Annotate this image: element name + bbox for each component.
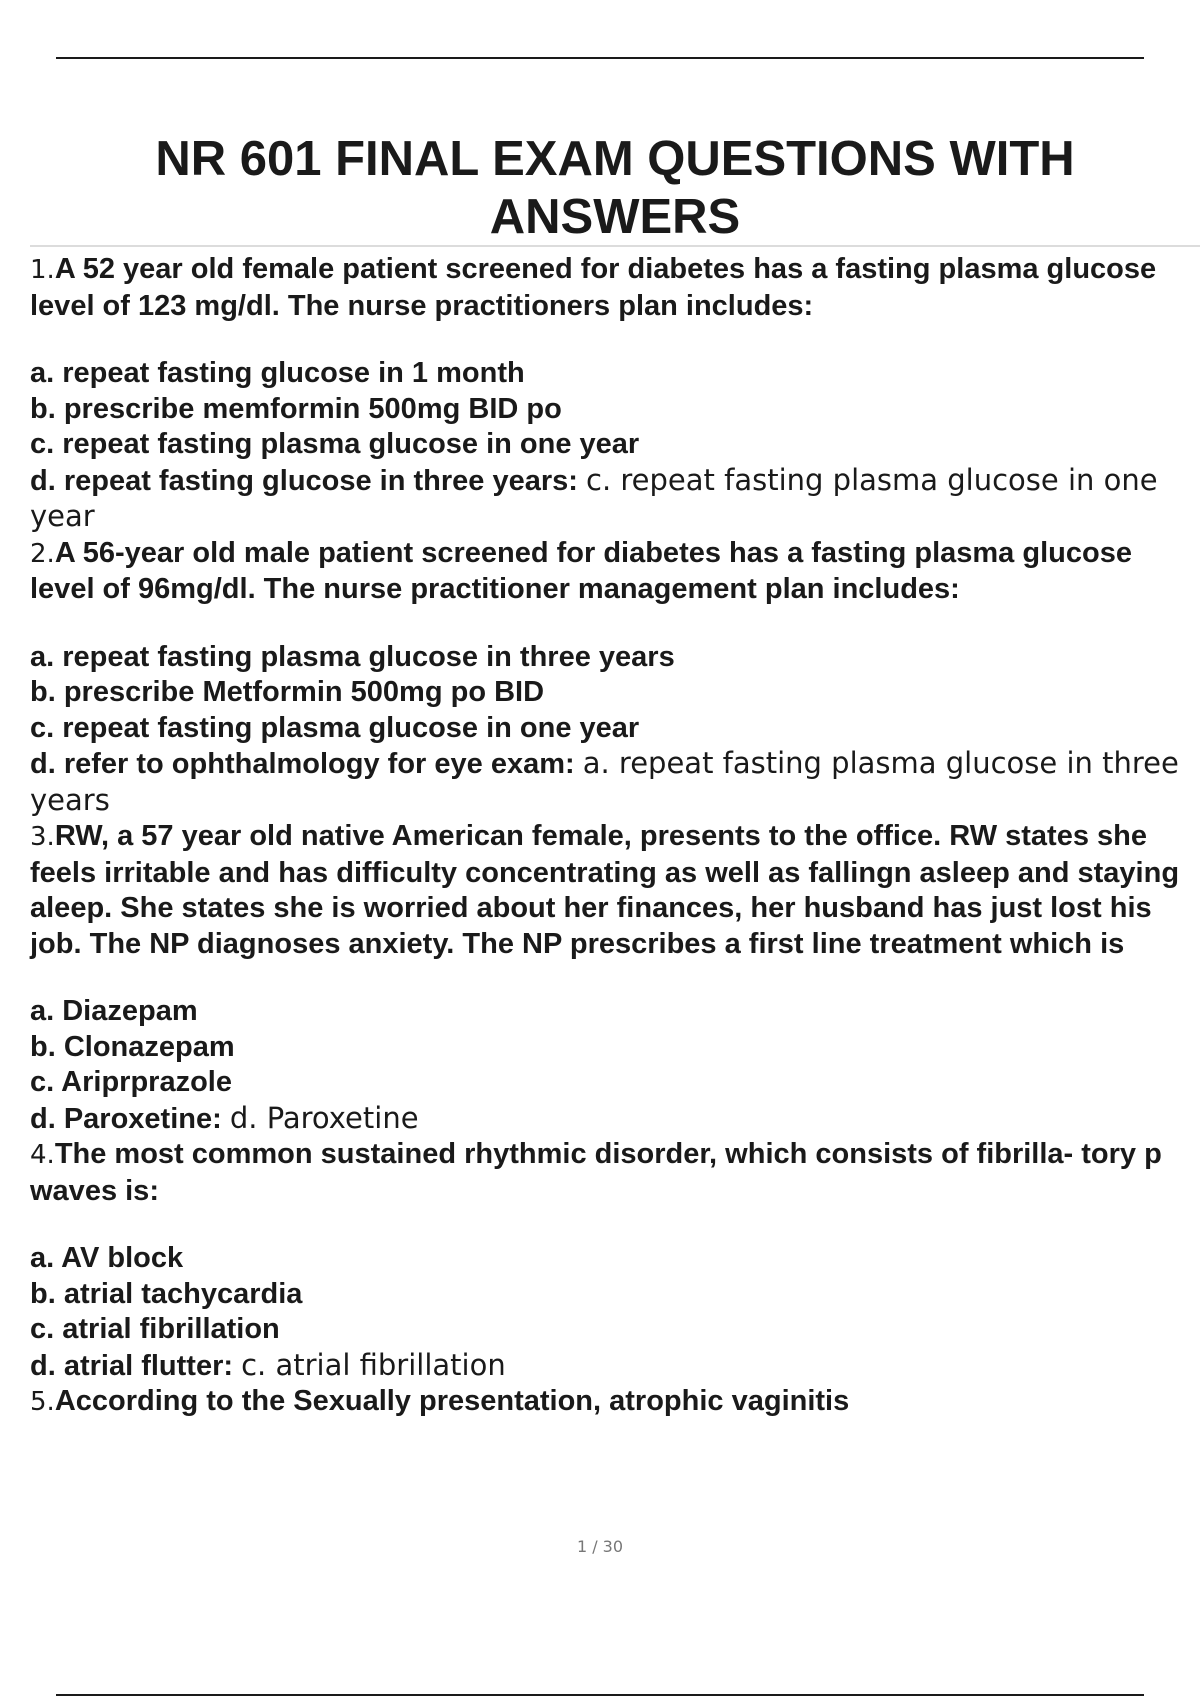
question-5-text: According to the Sexually presentation, atrophic vaginitis — [54, 1385, 850, 1417]
question-1-option-b: b. prescribe memformin 500mg BID po — [30, 392, 562, 425]
question-4-option-a: a. AV block — [30, 1242, 184, 1274]
question-4 — [30, 1137, 1200, 1384]
document-title: NR 601 FINAL EXAM QUESTIONS WITH ANSWERS — [155, 132, 1075, 244]
question-3-number: 3. — [30, 822, 55, 852]
question-2-answer: a. repeat fasting plasma glucose in three years — [30, 746, 1179, 817]
question-2-number: 2. — [30, 538, 55, 569]
question-3-stem — [30, 819, 1200, 962]
question-3-option-d-with-answer — [30, 1101, 1200, 1138]
question-1-number: 1. — [30, 255, 55, 285]
question-4-number: 4. — [30, 1140, 55, 1170]
question-5-number: 5. — [30, 1387, 55, 1417]
question-1 — [30, 252, 1200, 536]
question-2-option-d-with-answer — [30, 746, 1200, 819]
question-4-option-d: d. atrial flutter: — [30, 1349, 234, 1382]
question-2-stem — [30, 536, 1200, 608]
page-number: 1 / 30 — [576, 1537, 624, 1556]
question-3-option-c: c. Ariprprazole — [30, 1066, 232, 1098]
question-1-option-d: d. repeat fasting glucose in three years: — [30, 464, 578, 497]
question-2-option-a: a. repeat fasting plasma glucose in three years — [30, 640, 675, 673]
question-3 — [30, 819, 1200, 1137]
question-4-option-b: b. atrial tachycardia — [30, 1277, 303, 1310]
question-3-answer: d. Paroxetine — [229, 1100, 419, 1135]
title-divider — [30, 245, 1200, 247]
question-4-option-d-with-answer — [30, 1348, 1200, 1385]
question-4-text: The most common sustained rhythmic disorder, which consists of fibrilla- tory p waves is: — [30, 1138, 1162, 1207]
question-1-option-d-with-answer — [30, 463, 1200, 536]
question-4-option-c: c. atrial fibrillation — [30, 1313, 280, 1345]
question-1-text: A 52 year old female patient screened for diabetes has a fasting plasma glucose level of 123 mg/dl. The nurse practitioners plan includes: — [30, 253, 1157, 322]
bottom-divider — [56, 1694, 1144, 1696]
question-2-text: A 56-year old male patient screened for diabetes has a fasting plasma glucose level of 96mg/dl. The nurse practitioner management plan includes: — [30, 536, 1132, 605]
question-5-stem — [30, 1384, 1200, 1421]
question-2-option-d: d. refer to ophthalmology for eye exam: — [30, 748, 575, 780]
question-4-stem — [30, 1137, 1200, 1209]
question-2 — [30, 536, 1200, 820]
question-3-text: RW, a 57 year old native American female, presents to the office. RW states she feels irritable and has difficulty concentrating as well as fallingn asleep and staying aleep. She states she is worried about her finances, her husband has just lost his job. The NP diagnoses anxiety. The NP prescribes a first line treatment which is — [30, 820, 1180, 960]
question-5 — [30, 1384, 1200, 1421]
question-1-option-a: a. repeat fasting glucose in 1 month — [30, 357, 525, 389]
question-3-option-a: a. Diazepam — [30, 995, 198, 1027]
question-3-option-d: d. Paroxetine: — [30, 1102, 222, 1135]
top-divider — [56, 57, 1144, 59]
question-3-option-b: b. Clonazepam — [30, 1030, 235, 1063]
question-2-option-c: c. repeat fasting plasma glucose in one year — [30, 711, 640, 744]
question-4-answer: c. atrial fibrillation — [241, 1347, 506, 1382]
question-list — [30, 252, 1200, 1421]
question-2-option-b: b. prescribe Metformin 500mg po BID — [30, 676, 545, 708]
question-1-stem — [30, 252, 1200, 324]
question-1-option-c: c. repeat fasting plasma glucose in one year — [30, 428, 640, 460]
question-1-answer: c. repeat fasting plasma glucose in one year — [30, 462, 1158, 533]
